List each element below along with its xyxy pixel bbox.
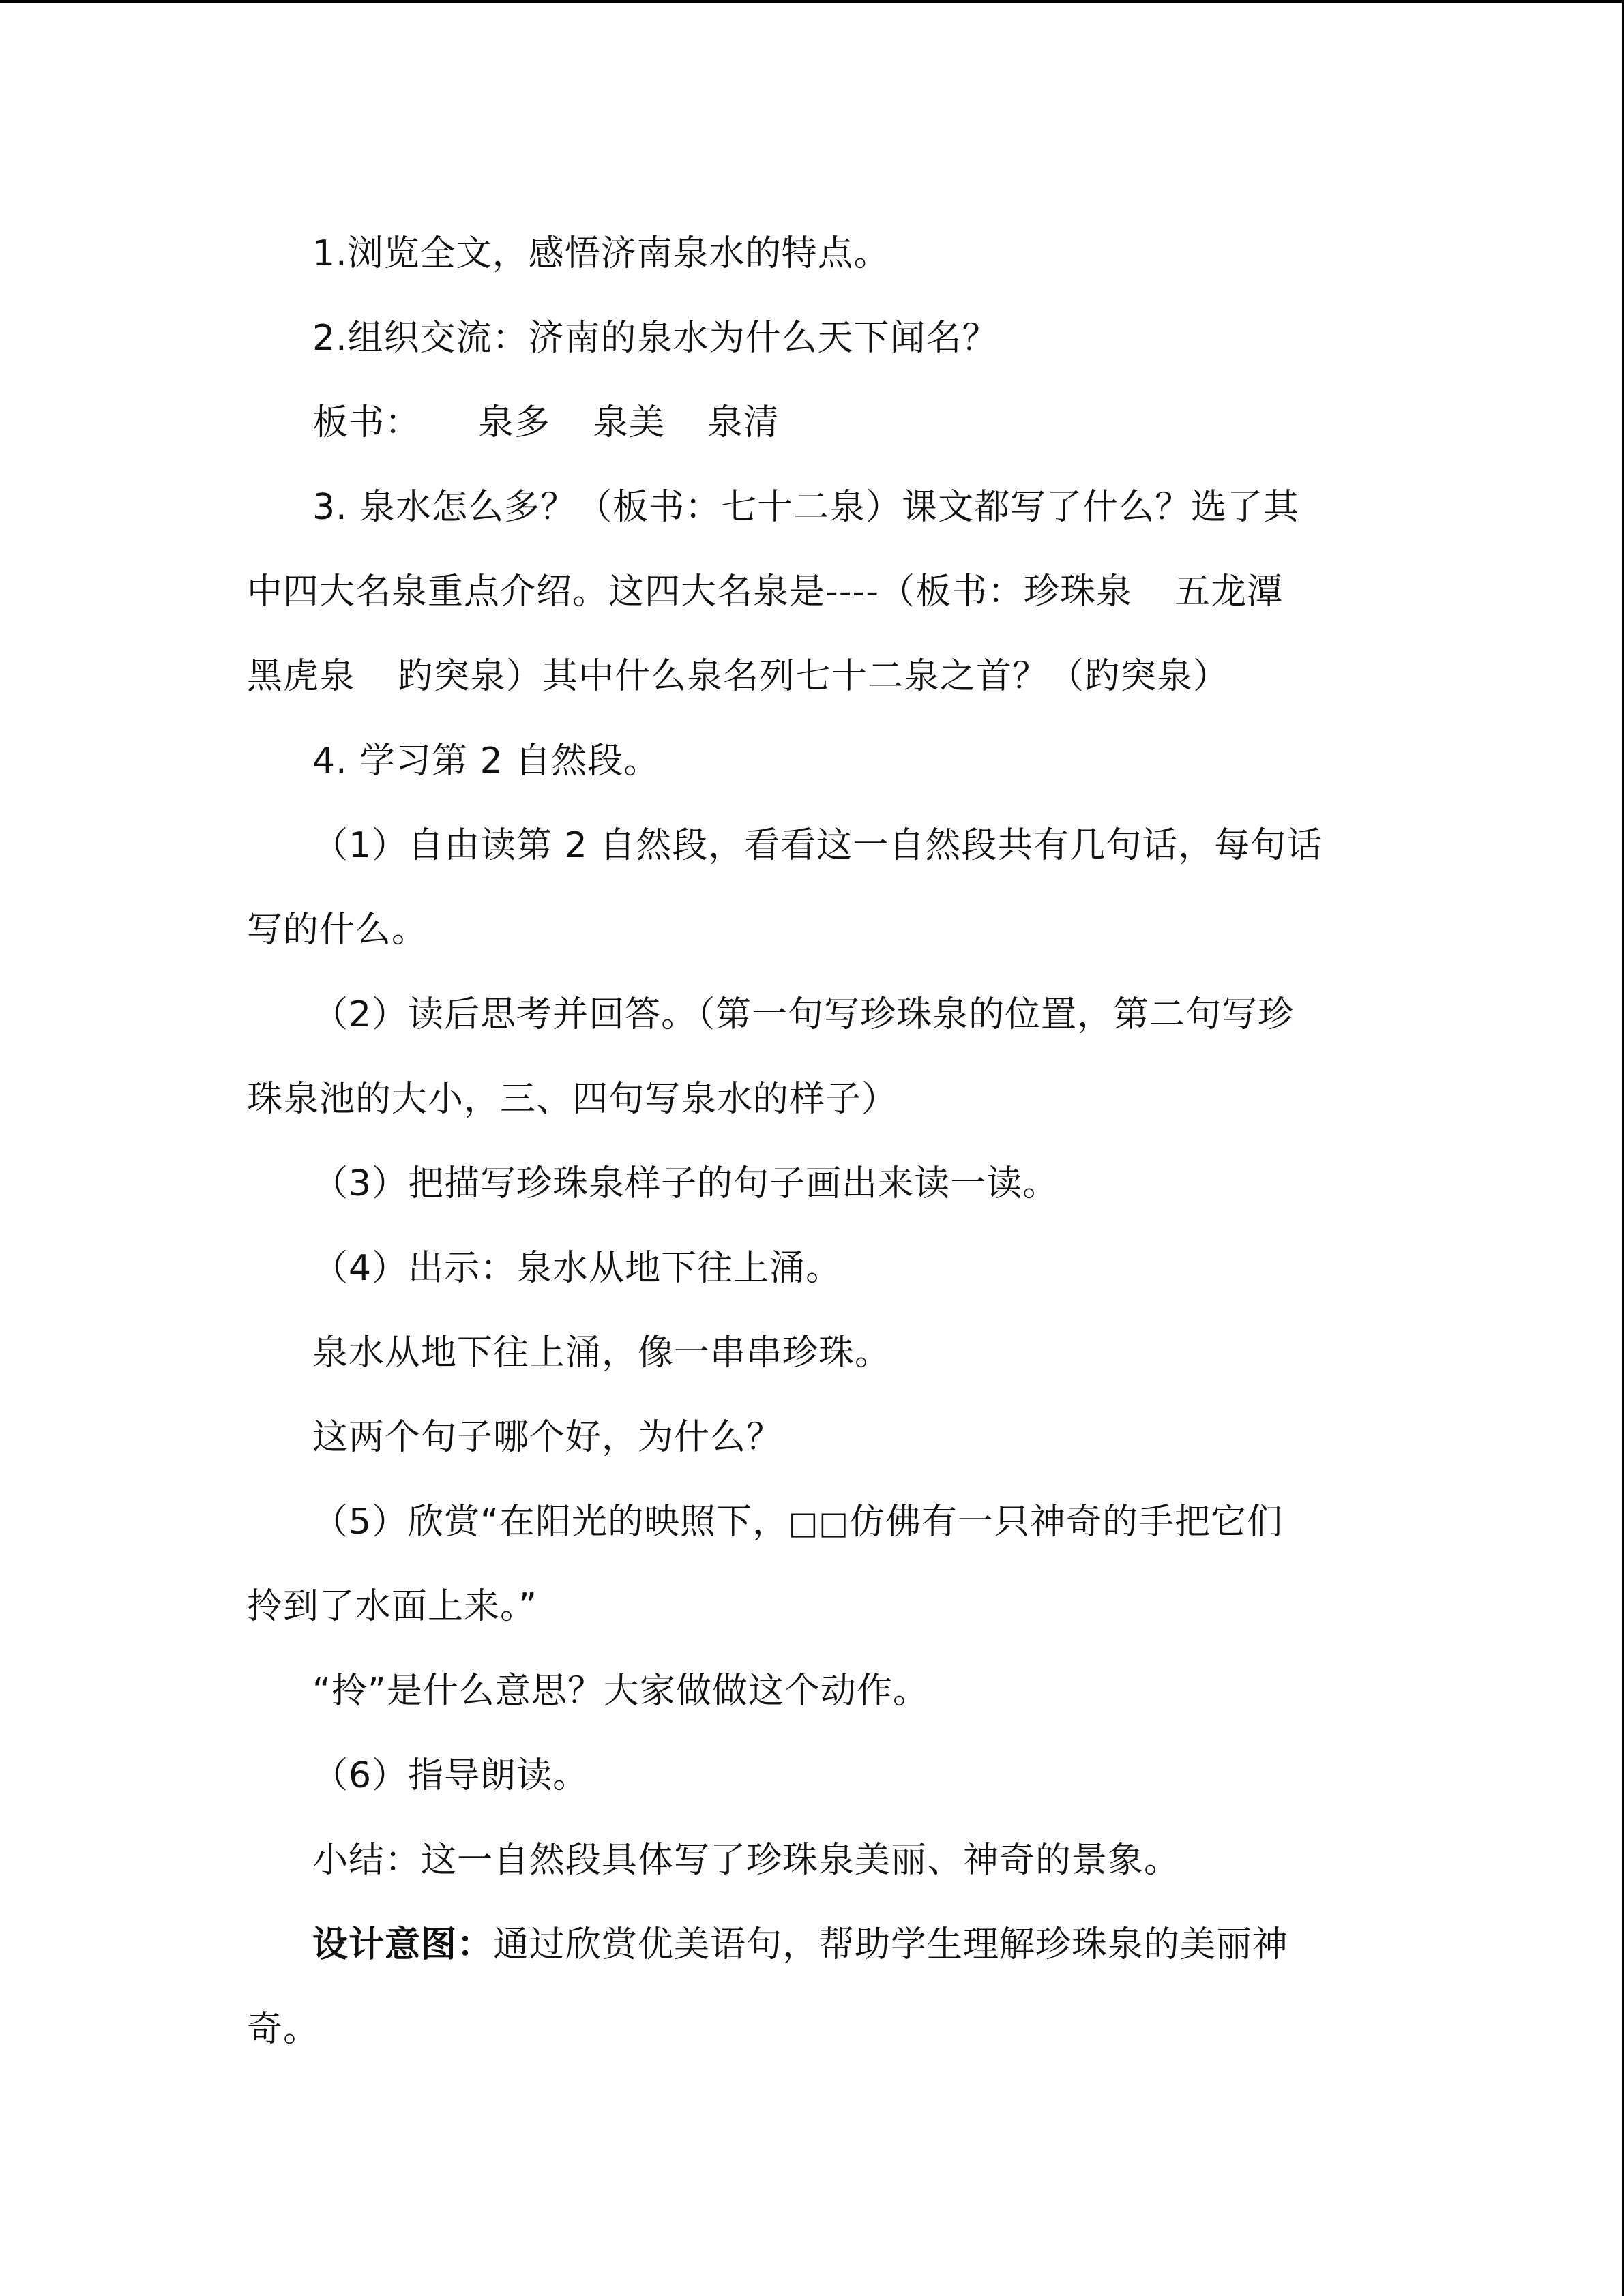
step-1-text: 1.浏览全文，感悟济南泉水的特点。 (312, 233, 890, 274)
spring-name-wulongtan: 五龙潭 (1175, 571, 1284, 612)
example-sentence (247, 1311, 1376, 1395)
paragraph-step-3-line-2 (247, 550, 1376, 634)
sub-item-5-line-2 (247, 1564, 1376, 1649)
summary-text: 小结：这一自然段具体写了珍珠泉美丽、神奇的景象。 (312, 1840, 1181, 1881)
sub-item-5-end-text: 拎到了水面上来。” (247, 1586, 537, 1627)
blackboard-line (247, 381, 1376, 465)
sub-item-1-cont-text: 写的什么。 (247, 910, 428, 951)
paragraph-step-3-line-1 (247, 465, 1376, 550)
sub-item-6-text: （6）指导朗读。 (312, 1755, 589, 1796)
sub-item-2-line-1 (247, 972, 1376, 1057)
step-2-text: 2.组织交流：济南的泉水为什么天下闻名？ (312, 318, 999, 359)
sub-item-1-text: （1）自由读第 2 自然段，看看这一自然段共有几句话，每句话 (312, 825, 1323, 866)
example-sentence-text: 泉水从地下往上涌，像一串串珍珠。 (312, 1332, 891, 1373)
lift-question (247, 1649, 1376, 1733)
design-intent-label: 设计意图： (312, 1924, 494, 1965)
document-page (247, 211, 1376, 2072)
step-4-text: 4. 学习第 2 自然段。 (312, 741, 660, 781)
design-intent-line-2 (247, 1987, 1376, 2072)
sub-item-1-line-1 (247, 803, 1376, 888)
paragraph-step-1 (247, 211, 1376, 296)
step-3-end-text: 趵突泉）其中什么泉名列七十二泉之首？（趵突泉） (398, 656, 1230, 697)
sub-item-4 (247, 1226, 1376, 1311)
lift-question-text: “拎”是什么意思？大家做做这个动作。 (312, 1671, 929, 1712)
placeholder-boxes: □□ (788, 1504, 849, 1541)
sub-item-3-text: （3）把描写珍珠泉样子的句子画出来读一读。 (312, 1163, 1059, 1204)
blackboard-item-beautiful: 泉美 (593, 402, 666, 443)
step-3-cont-text: 中四大名泉重点介绍。这四大名泉是----（板书：珍珠泉 (247, 571, 1133, 612)
sub-item-2-text: （2）读后思考并回答。（第一句写珍珠泉的位置，第二句写珍 (312, 994, 1295, 1035)
sub-item-5-text-cont: 仿佛有一只神奇的手把它们 (848, 1502, 1283, 1542)
blackboard-item-clear: 泉清 (707, 402, 780, 443)
comparison-question (247, 1395, 1376, 1480)
sub-item-4-text: （4）出示：泉水从地下往上涌。 (312, 1248, 842, 1289)
spring-name-heihuquan: 黑虎泉 (247, 656, 356, 697)
sub-item-5-line-1 (247, 1480, 1376, 1564)
blackboard-item-many: 泉多 (478, 402, 551, 443)
sub-item-2-cont-text: 珠泉池的大小，三、四句写泉水的样子） (247, 1079, 898, 1120)
sub-item-1-line-2 (247, 888, 1376, 972)
design-intent-line-1 (247, 1903, 1376, 1987)
paragraph-step-4 (247, 719, 1376, 803)
blackboard-label: 板书： (312, 402, 422, 443)
summary (247, 1818, 1376, 1903)
step-3-text: 3. 泉水怎么多？（板书：七十二泉）课文都写了什么？选了其 (312, 487, 1300, 528)
comparison-question-text: 这两个句子哪个好，为什么？ (312, 1417, 783, 1458)
sub-item-3 (247, 1142, 1376, 1226)
sub-item-5-text: （5）欣赏“在阳光的映照下， (312, 1502, 789, 1542)
sub-item-2-line-2 (247, 1057, 1376, 1142)
page-edge-top (0, 0, 1624, 3)
sub-item-6 (247, 1733, 1376, 1818)
paragraph-step-2 (247, 296, 1376, 381)
design-intent-end-text: 奇。 (247, 2009, 320, 2050)
paragraph-step-3-line-3 (247, 634, 1376, 719)
design-intent-text: 通过欣赏优美语句，帮助学生理解珍珠泉的美丽神 (493, 1924, 1289, 1965)
